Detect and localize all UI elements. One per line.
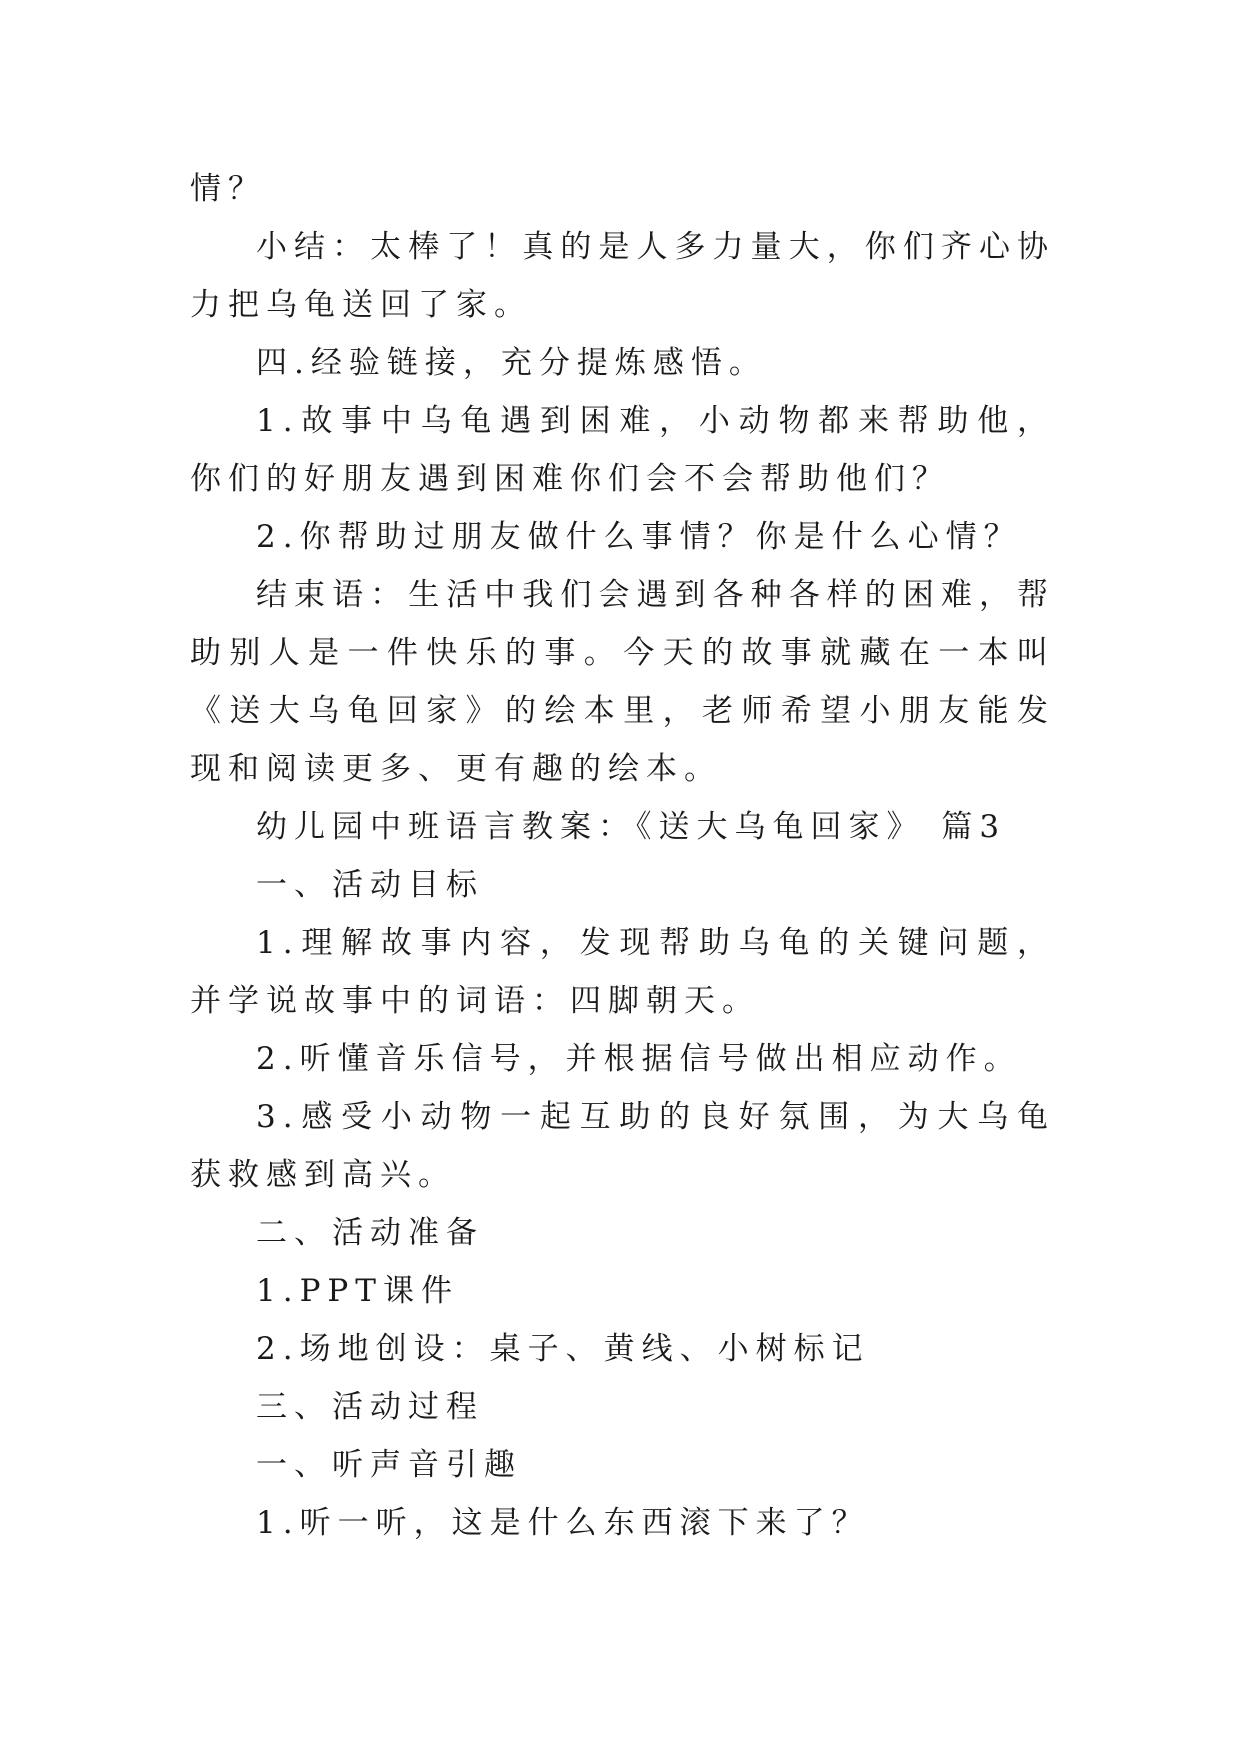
list-item: 2.听懂音乐信号，并根据信号做出相应动作。 [256,1041,1022,1077]
list-item: 1.故事中乌龟遇到困难，小动物都来帮助他，你们的好朋友遇到困难你们会不会帮助他们？ [190,403,1055,497]
paragraph-continuation: 情？ [190,171,266,207]
section-heading-goals: 一、活动目标 [256,867,484,903]
section-heading-preparation: 二、活动准备 [256,1215,484,1251]
section-heading-process: 三、活动过程 [256,1389,484,1425]
list-item: 2.场地创设：桌子、黄线、小树标记 [256,1331,870,1367]
document-body [190,160,1055,1552]
list-item: 1.PPT课件 [256,1273,459,1309]
paragraph-closing: 结束语：生活中我们会遇到各种各样的困难，帮助别人是一件快乐的事。今天的故事就藏在一本叫《送大乌龟回家》的绘本里，老师希望小朋友能发现和阅读更多、更有趣的绘本。 [190,577,1055,787]
list-item: 1.听一听，这是什么东西滚下来了？ [256,1505,870,1541]
list-item: 3.感受小动物一起互助的良好氛围，为大乌龟获救感到高兴。 [190,1099,1055,1193]
list-item: 2.你帮助过朋友做什么事情？你是什么心情？ [256,519,1022,555]
lesson-title: 幼儿园中班语言教案：《送大乌龟回家》 篇3 [256,809,1007,845]
subsection-heading: 一、听声音引趣 [256,1447,522,1483]
section-heading-experience: 四.经验链接，充分提炼感悟。 [256,345,767,381]
paragraph-summary: 小结：太棒了！真的是人多力量大，你们齐心协力把乌龟送回了家。 [190,229,1055,323]
list-item: 1.理解故事内容，发现帮助乌龟的关键问题，并学说故事中的词语：四脚朝天。 [190,925,1055,1019]
